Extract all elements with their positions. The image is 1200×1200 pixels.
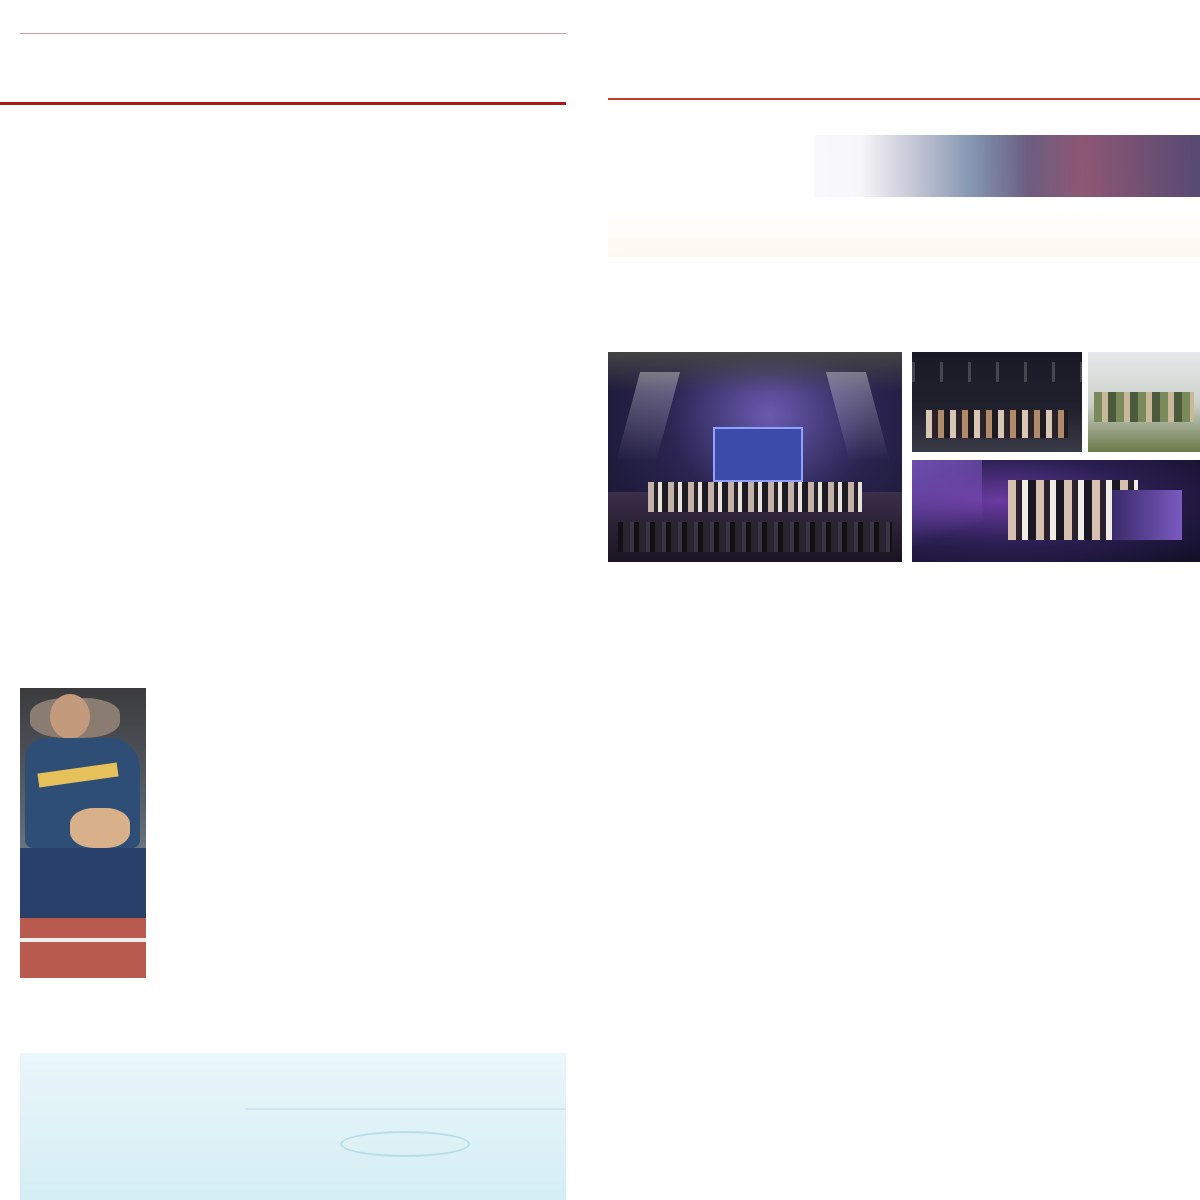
left-fragment-column: [20, 275, 148, 655]
article-body-upper: [165, 162, 413, 850]
body-column-4: [1100, 576, 1200, 1200]
firefighter-photo: [20, 688, 146, 978]
public-service-ad: [20, 1053, 566, 1200]
body-column-2b: [716, 576, 902, 1200]
top-rule: [20, 33, 566, 34]
stage-photo-top-far-right: [1088, 352, 1200, 452]
body-column-1-upper: [608, 618, 716, 1200]
stage-photo-bottom-right: [912, 460, 1200, 562]
banner: [608, 135, 1200, 257]
masthead-rule: [0, 102, 566, 105]
stage-photo-top-right: [912, 352, 1082, 452]
column-3-text-b: [906, 1054, 1092, 1200]
article-body-lower: [165, 854, 565, 1040]
left-newspaper-page: [0, 0, 566, 1200]
page-gutter: [566, 0, 594, 1200]
right-newspaper-page: [594, 0, 1200, 1200]
column-3-text: [906, 576, 1092, 1006]
subheadline: [512, 118, 538, 578]
stage-photo-main: [608, 352, 902, 562]
body-column-3: [906, 576, 1092, 1200]
headline: [448, 196, 506, 816]
banner-intro: [620, 205, 1198, 253]
header-rule: [608, 98, 1200, 100]
